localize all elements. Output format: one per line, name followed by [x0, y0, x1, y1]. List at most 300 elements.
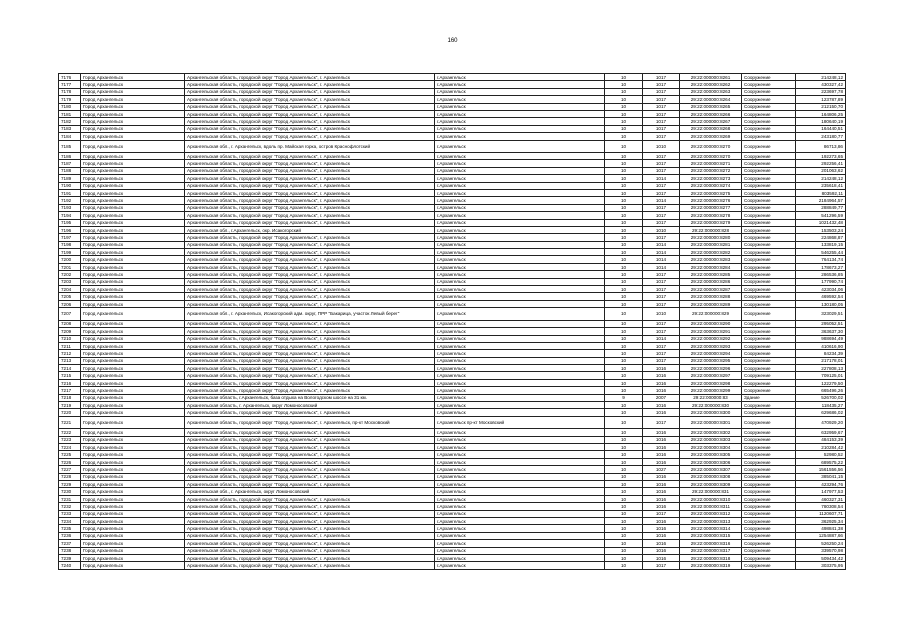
- cell-category-code: 1017: [643, 96, 680, 103]
- table-row: [59, 416, 846, 429]
- cell-object-kind: Сооружение: [742, 293, 796, 300]
- cell-row-number: 7203: [59, 278, 81, 285]
- table-row: [59, 88, 846, 95]
- cell-category-code: 1017: [643, 81, 680, 88]
- cell-locality: г.Архангельск: [435, 320, 605, 327]
- cell-cadastral-number: 29:22:000000:8296: [680, 365, 742, 372]
- cell-locality: г.Архангельск: [435, 219, 605, 226]
- cell-address: Архангельская область, городской округ "Город Архангельск", г. Архангельск: [185, 379, 435, 386]
- cell-type-code: 10: [605, 335, 643, 342]
- cell-type-code: 10: [605, 263, 643, 270]
- page-number: 160: [447, 38, 458, 44]
- cell-category-code: 1016: [643, 379, 680, 386]
- cell-object-kind: Сооружение: [742, 125, 796, 132]
- cell-cadastral-value: 803592,11: [796, 189, 846, 196]
- table-row: [59, 350, 846, 357]
- cell-locality: г.Архангельск: [435, 125, 605, 132]
- cell-type-code: 10: [605, 488, 643, 495]
- cell-cadastral-value: 460327,31: [796, 495, 846, 502]
- cell-municipality: Город Архангельск: [81, 140, 185, 153]
- cell-cadastral-number: 29:22:000000:8291: [680, 328, 742, 335]
- cell-row-number: 7188: [59, 167, 81, 174]
- cell-row-number: 7206: [59, 300, 81, 307]
- table-row: [59, 189, 846, 196]
- cell-row-number: 7194: [59, 212, 81, 219]
- cell-address: Архангельская область, городской округ "Город Архангельск", г. Архангельск: [185, 189, 435, 196]
- cell-object-kind: Сооружение: [742, 133, 796, 140]
- cell-locality: г.Архангельск: [435, 81, 605, 88]
- cell-type-code: 10: [605, 387, 643, 394]
- cell-row-number: 7179: [59, 96, 81, 103]
- cell-object-kind: Сооружение: [742, 286, 796, 293]
- cell-municipality: Город Архангельск: [81, 473, 185, 480]
- cell-cadastral-number: 29:22:000000:8279: [680, 219, 742, 226]
- cell-cadastral-value: 288849,77: [796, 204, 846, 211]
- cell-type-code: 10: [605, 271, 643, 278]
- cell-type-code: 10: [605, 125, 643, 132]
- cell-type-code: 10: [605, 278, 643, 285]
- cell-locality: г.Архангельск: [435, 96, 605, 103]
- cell-cadastral-value: 223697,78: [796, 88, 846, 95]
- cell-address: Архангельская область, городской округ "Город Архангельск", г. Архангельск: [185, 495, 435, 502]
- cell-object-kind: Сооружение: [742, 278, 796, 285]
- cell-cadastral-value: 235618,41: [796, 182, 846, 189]
- cell-object-kind: Сооружение: [742, 451, 796, 458]
- cell-municipality: Город Архангельск: [81, 226, 185, 233]
- cell-locality: г.Архангельск: [435, 182, 605, 189]
- cell-cadastral-value: 122279,50: [796, 379, 846, 386]
- cell-address: Архангельская область, городской округ "Город Архангельск", г. Архангельск: [185, 510, 435, 517]
- cell-locality: г.Архангельск: [435, 517, 605, 524]
- cell-object-kind: Сооружение: [742, 481, 796, 488]
- cell-cadastral-value: 526250,24: [796, 540, 846, 547]
- cell-municipality: Город Архангельск: [81, 103, 185, 110]
- cell-cadastral-number: 29:22:000000:8269: [680, 133, 742, 140]
- table-row: [59, 175, 846, 182]
- cell-object-kind: Сооружение: [742, 175, 796, 182]
- cell-category-code: 1016: [643, 387, 680, 394]
- cell-address: Архангельская область, городской округ "Город Архангельск", г. Архангельск: [185, 540, 435, 547]
- cell-type-code: 10: [605, 372, 643, 379]
- table-row: [59, 278, 846, 285]
- cell-address: Архангельская область, городской округ "Город Архангельск", г. Архангельск: [185, 96, 435, 103]
- cell-type-code: 10: [605, 429, 643, 436]
- cell-cadastral-value: 177990,74: [796, 278, 846, 285]
- cell-locality: г.Архангельск: [435, 103, 605, 110]
- cell-locality: г.Архангельск: [435, 444, 605, 451]
- cell-type-code: 9: [605, 394, 643, 401]
- table-row: [59, 140, 846, 153]
- cell-cadastral-value: 689575,22: [796, 458, 846, 465]
- cell-category-code: 1017: [643, 189, 680, 196]
- cell-locality: г.Архангельск: [435, 110, 605, 117]
- cell-object-kind: Сооружение: [742, 189, 796, 196]
- cell-row-number: 7195: [59, 219, 81, 226]
- cell-address: Архангельская область, городской округ "Город Архангельск", г. Архангельск: [185, 153, 435, 160]
- cell-locality: г.Архангельск: [435, 167, 605, 174]
- cell-cadastral-value: 133819,15: [796, 241, 846, 248]
- cell-category-code: 1016: [643, 372, 680, 379]
- cell-cadastral-number: 29:22:000000:8289: [680, 300, 742, 307]
- cell-row-number: 7238: [59, 547, 81, 554]
- cell-cadastral-number: 29:22:000000:8274: [680, 182, 742, 189]
- cell-address: Архангельская область, городской округ "Город Архангельск", г. Архангельск: [185, 110, 435, 117]
- cell-address: Архангельская область, городской округ "Город Архангельск", г. Архангельск: [185, 387, 435, 394]
- cell-cadastral-value: 988694,49: [796, 335, 846, 342]
- cell-object-kind: Сооружение: [742, 234, 796, 241]
- table-row: [59, 204, 846, 211]
- cell-cadastral-value: 217178,01: [796, 357, 846, 364]
- cell-address: Архангельская область, городской округ "Город Архангельск", г. Архангельск: [185, 429, 435, 436]
- cell-row-number: 7232: [59, 503, 81, 510]
- cell-locality: г.Архангельск: [435, 212, 605, 219]
- cell-type-code: 10: [605, 110, 643, 117]
- table-row: [59, 197, 846, 204]
- cell-row-number: 7189: [59, 175, 81, 182]
- cell-address: Архангельская обл., г. Архангельск, вдоль пр. Майская горка, остров Краснофлотский: [185, 140, 435, 153]
- cell-type-code: 10: [605, 451, 643, 458]
- cell-cadastral-number: 29:22:000000:8311: [680, 503, 742, 510]
- cell-cadastral-value: 153503,24: [796, 226, 846, 233]
- cell-address: Архангельская область, городской округ "Город Архангельск", г. Архангельск: [185, 160, 435, 167]
- cell-type-code: 10: [605, 182, 643, 189]
- cell-address: Архангельская область, городской округ "Город Архангельск", г. Архангельск: [185, 125, 435, 132]
- cell-address: Архангельская область, городской округ "Город Архангельск", г. Архангельск: [185, 335, 435, 342]
- cell-cadastral-value: 118435,27: [796, 402, 846, 409]
- cell-object-kind: Сооружение: [742, 503, 796, 510]
- cell-category-code: 1017: [643, 510, 680, 517]
- cell-cadastral-number: 29:22:000000:8284: [680, 263, 742, 270]
- cell-locality: г.Архангельск: [435, 88, 605, 95]
- cell-category-code: 1017: [643, 293, 680, 300]
- cell-category-code: 1014: [643, 335, 680, 342]
- cell-cadastral-number: 29:22:000000:8299: [680, 387, 742, 394]
- cell-cadastral-number: 29:22:000000:8310: [680, 495, 742, 502]
- cell-cadastral-number: 29:22:000000:8278: [680, 212, 742, 219]
- cell-address: Архангельская область, городской округ "Город Архангельск", г. Архангельск: [185, 320, 435, 327]
- table-row: [59, 458, 846, 465]
- cell-type-code: 10: [605, 153, 643, 160]
- cell-municipality: Город Архангельск: [81, 458, 185, 465]
- cell-type-code: 10: [605, 74, 643, 81]
- cell-locality: г.Архангельск: [435, 503, 605, 510]
- cell-cadastral-value: 363637,30: [796, 328, 846, 335]
- cell-row-number: 7231: [59, 495, 81, 502]
- cell-category-code: 1016: [643, 473, 680, 480]
- cell-cadastral-number: 29:22:000000:8307: [680, 466, 742, 473]
- cell-address: Архангельская область, городской округ "Город Архангельск", г. Архангельск: [185, 365, 435, 372]
- cell-address: Архангельская область, г.Архангельск, база отдыха на Вологодском шоссе на 31 км.: [185, 394, 435, 401]
- cell-municipality: Город Архангельск: [81, 204, 185, 211]
- table-row: [59, 365, 846, 372]
- cell-row-number: 7224: [59, 444, 81, 451]
- cell-object-kind: Сооружение: [742, 197, 796, 204]
- cell-address: Архангельская область, городской округ "Город Архангельск", г. Архангельск: [185, 271, 435, 278]
- cell-locality: г.Архангельск: [435, 466, 605, 473]
- cell-cadastral-number: 29:22:000000:8294: [680, 350, 742, 357]
- cell-object-kind: Сооружение: [742, 562, 796, 569]
- cell-cadastral-value: 541296,59: [796, 212, 846, 219]
- cell-municipality: Город Архангельск: [81, 416, 185, 429]
- cell-municipality: Город Архангельск: [81, 436, 185, 443]
- cell-row-number: 7210: [59, 335, 81, 342]
- cell-address: Архангельская обл., г. Архангельск, Исакогорский адм. округ, ПРР "Бакарица, участок Левый берег": [185, 308, 435, 321]
- cell-locality: г.Архангельск: [435, 234, 605, 241]
- table-row: [59, 241, 846, 248]
- cell-locality: г.Архангельск: [435, 293, 605, 300]
- cell-cadastral-value: 423294,76: [796, 481, 846, 488]
- cell-cadastral-number: 29:22:000000:8313: [680, 517, 742, 524]
- cell-cadastral-number: 29:22:000000:8290: [680, 320, 742, 327]
- cell-municipality: Город Архангельск: [81, 263, 185, 270]
- cell-cadastral-number: 29:22:000000:8304: [680, 444, 742, 451]
- cell-row-number: 7233: [59, 510, 81, 517]
- cell-type-code: 10: [605, 118, 643, 125]
- cell-cadastral-value: 214248,12: [796, 175, 846, 182]
- cell-municipality: Город Архангельск: [81, 96, 185, 103]
- cell-municipality: Город Архангельск: [81, 81, 185, 88]
- cell-type-code: 10: [605, 226, 643, 233]
- cell-object-kind: Сооружение: [742, 271, 796, 278]
- cell-object-kind: Сооружение: [742, 160, 796, 167]
- cell-category-code: 1017: [643, 167, 680, 174]
- cell-row-number: 7205: [59, 293, 81, 300]
- cell-municipality: Город Архангельск: [81, 532, 185, 539]
- table-row: [59, 532, 846, 539]
- cell-object-kind: Сооружение: [742, 118, 796, 125]
- cell-address: Архангельская область, городской округ "Город Архангельск", г. Архангельск: [185, 81, 435, 88]
- cell-row-number: 7208: [59, 320, 81, 327]
- cell-object-kind: Сооружение: [742, 153, 796, 160]
- cell-object-kind: Сооружение: [742, 320, 796, 327]
- cell-municipality: Город Архангельск: [81, 466, 185, 473]
- cell-municipality: Город Архангельск: [81, 554, 185, 561]
- table-row: [59, 96, 846, 103]
- table-row: [59, 495, 846, 502]
- cell-object-kind: Сооружение: [742, 444, 796, 451]
- cell-cadastral-number: 29:22:000000:8309: [680, 481, 742, 488]
- cell-object-kind: Сооружение: [742, 540, 796, 547]
- cell-cadastral-value: 227808,13: [796, 365, 846, 372]
- cell-cadastral-number: 29:22:000000:8265: [680, 103, 742, 110]
- cell-object-kind: Сооружение: [742, 204, 796, 211]
- cell-locality: г.Архангельск: [435, 74, 605, 81]
- cell-address: Архангельская обл., г.Архангельск, окр. Исакогорский: [185, 226, 435, 233]
- cell-row-number: 7226: [59, 458, 81, 465]
- cell-address: Архангельская область, городской округ "Город Архангельск", г. Архангельск: [185, 74, 435, 81]
- cell-cadastral-number: 29:22:000000:8270: [680, 153, 742, 160]
- cell-locality: г.Архангельск: [435, 335, 605, 342]
- cell-row-number: 7197: [59, 234, 81, 241]
- cell-row-number: 7177: [59, 81, 81, 88]
- cell-category-code: 1014: [643, 256, 680, 263]
- cell-cadastral-value: 430327,42: [796, 81, 846, 88]
- cell-cadastral-number: 29:22:000000:8282: [680, 249, 742, 256]
- cell-address: Архангельская область, городской округ "Город Архангельск", г. Архангельск: [185, 328, 435, 335]
- cell-cadastral-value: 147977,53: [796, 488, 846, 495]
- cell-address: Архангельская область, городской округ "Город Архангельск", г. Архангельск: [185, 286, 435, 293]
- cell-object-kind: Сооружение: [742, 372, 796, 379]
- table-row: [59, 525, 846, 532]
- cell-municipality: Город Архангельск: [81, 189, 185, 196]
- cell-category-code: 1017: [643, 234, 680, 241]
- cell-row-number: 7218: [59, 394, 81, 401]
- cell-locality: г.Архангельск: [435, 226, 605, 233]
- table-row: [59, 226, 846, 233]
- cell-municipality: Город Архангельск: [81, 118, 185, 125]
- cell-cadastral-value: 764134,74: [796, 256, 846, 263]
- cell-row-number: 7211: [59, 342, 81, 349]
- cell-row-number: 7235: [59, 525, 81, 532]
- cell-row-number: 7204: [59, 286, 81, 293]
- cell-cadastral-number: 29:22:000000:8315: [680, 532, 742, 539]
- cell-object-kind: Сооружение: [742, 81, 796, 88]
- cell-cadastral-value: 210284,42: [796, 444, 846, 451]
- cell-address: Архангельская область, городской округ "Город Архангельск", г. Архангельск: [185, 547, 435, 554]
- cell-locality: г.Архангельск: [435, 547, 605, 554]
- cell-address: Архангельская область, городской округ "Город Архангельск", г. Архангельск: [185, 118, 435, 125]
- cell-type-code: 10: [605, 249, 643, 256]
- cell-municipality: Город Архангельск: [81, 286, 185, 293]
- cell-category-code: 1017: [643, 204, 680, 211]
- cell-object-kind: Сооружение: [742, 241, 796, 248]
- cell-object-kind: Сооружение: [742, 429, 796, 436]
- cell-type-code: 10: [605, 293, 643, 300]
- cell-locality: г.Архангельск: [435, 510, 605, 517]
- cell-municipality: Город Архангельск: [81, 394, 185, 401]
- cell-category-code: 1016: [643, 525, 680, 532]
- cell-cadastral-number: 29:22:000000:8297: [680, 372, 742, 379]
- cell-locality: г.Архангельск: [435, 263, 605, 270]
- cell-type-code: 10: [605, 160, 643, 167]
- cell-category-code: 1016: [643, 503, 680, 510]
- cell-category-code: 1016: [643, 495, 680, 502]
- cell-type-code: 10: [605, 103, 643, 110]
- cell-type-code: 10: [605, 133, 643, 140]
- cell-locality: г.Архангельск: [435, 241, 605, 248]
- cell-row-number: 7240: [59, 562, 81, 569]
- cell-cadastral-number: 29:22:000000:8318: [680, 554, 742, 561]
- cadastral-table: [58, 73, 846, 570]
- cell-cadastral-value: 1120607,71: [796, 510, 846, 517]
- cell-category-code: 1016: [643, 517, 680, 524]
- cell-cadastral-number: 29:22:000000:8314: [680, 525, 742, 532]
- cell-object-kind: Сооружение: [742, 300, 796, 307]
- cell-cadastral-number: 29:22:000000:8312: [680, 510, 742, 517]
- cell-municipality: Город Архангельск: [81, 372, 185, 379]
- cell-locality: г.Архангельск: [435, 286, 605, 293]
- cell-object-kind: Сооружение: [742, 350, 796, 357]
- cell-object-kind: Сооружение: [742, 436, 796, 443]
- cell-type-code: 10: [605, 357, 643, 364]
- cell-municipality: Город Архангельск: [81, 488, 185, 495]
- cell-cadastral-number: 29:22:000000:8283: [680, 256, 742, 263]
- cell-category-code: 1017: [643, 328, 680, 335]
- cell-type-code: 10: [605, 212, 643, 219]
- cell-locality: г.Архангельск: [435, 473, 605, 480]
- cell-object-kind: Сооружение: [742, 219, 796, 226]
- cell-cadastral-value: 212150,70: [796, 103, 846, 110]
- table-row: [59, 81, 846, 88]
- cell-cadastral-number: 29:22:000000:8280: [680, 234, 742, 241]
- cell-municipality: Город Архангельск: [81, 481, 185, 488]
- cell-object-kind: Сооружение: [742, 532, 796, 539]
- cell-address: Архангельская область, городской округ "Город Архангельск", г. Архангельск: [185, 263, 435, 270]
- table-row: [59, 110, 846, 117]
- cell-category-code: 1016: [643, 436, 680, 443]
- cell-category-code: 1017: [643, 118, 680, 125]
- cell-row-number: 7207: [59, 308, 81, 321]
- cell-row-number: 7184: [59, 133, 81, 140]
- cell-category-code: 1016: [643, 402, 680, 409]
- cell-address: Архангельская область, городской округ "Город Архангельск", г. Архангельск: [185, 409, 435, 416]
- cell-cadastral-number: 29:22:000000:830: [680, 402, 742, 409]
- table-row: [59, 409, 846, 416]
- cell-object-kind: Сооружение: [742, 226, 796, 233]
- cell-type-code: 10: [605, 256, 643, 263]
- cell-locality: г.Архангельск: [435, 300, 605, 307]
- cell-locality: г.Архангельск: [435, 328, 605, 335]
- cell-cadastral-number: 29:22:000000:8300: [680, 409, 742, 416]
- table-row: [59, 394, 846, 401]
- table-row: [59, 379, 846, 386]
- cell-type-code: 10: [605, 189, 643, 196]
- table-row: [59, 372, 846, 379]
- cell-category-code: 1017: [643, 278, 680, 285]
- cell-type-code: 10: [605, 308, 643, 321]
- cell-municipality: Город Архангельск: [81, 525, 185, 532]
- cell-municipality: Город Архангельск: [81, 110, 185, 117]
- cell-row-number: 7234: [59, 517, 81, 524]
- cell-locality: г.Архангельск: [435, 429, 605, 436]
- cell-cadastral-number: 29:22:000000:829: [680, 308, 742, 321]
- cell-address: Архангельская область, городской округ "Город Архангельск", г. Архангельск: [185, 458, 435, 465]
- cell-type-code: 10: [605, 481, 643, 488]
- cell-cadastral-value: 498841,38: [796, 525, 846, 532]
- cell-cadastral-value: 243180,77: [796, 133, 846, 140]
- cell-locality: г.Архангельск: [435, 495, 605, 502]
- cell-type-code: 10: [605, 241, 643, 248]
- cell-row-number: 7221: [59, 416, 81, 429]
- cell-object-kind: Сооружение: [742, 510, 796, 517]
- cell-cadastral-number: 29:22:000000:8277: [680, 204, 742, 211]
- cell-municipality: Город Архангельск: [81, 278, 185, 285]
- cell-locality: г.Архангельск: [435, 394, 605, 401]
- table-row: [59, 402, 846, 409]
- cell-cadastral-value: 295052,51: [796, 320, 846, 327]
- cell-row-number: 7213: [59, 357, 81, 364]
- cell-municipality: Город Архангельск: [81, 212, 185, 219]
- cell-address: Архангельская область, городской округ "Город Архангельск", г. Архангельск: [185, 503, 435, 510]
- cell-category-code: 1016: [643, 458, 680, 465]
- cell-row-number: 7190: [59, 182, 81, 189]
- table-row: [59, 328, 846, 335]
- cell-cadastral-value: 339570,98: [796, 547, 846, 554]
- table-row: [59, 488, 846, 495]
- table-row: [59, 357, 846, 364]
- table-row: [59, 387, 846, 394]
- cell-cadastral-number: 29:22:000000:8288: [680, 293, 742, 300]
- cell-cadastral-value: 164806,25: [796, 110, 846, 117]
- cell-type-code: 10: [605, 175, 643, 182]
- cell-object-kind: Сооружение: [742, 140, 796, 153]
- table-row: [59, 249, 846, 256]
- cell-address: Архангельская область, г. Архангельск, округ Ломоносовский: [185, 402, 435, 409]
- cell-locality: г.Архангельск: [435, 554, 605, 561]
- table-row: [59, 219, 846, 226]
- cell-cadastral-value: 470929,20: [796, 416, 846, 429]
- table-row: [59, 153, 846, 160]
